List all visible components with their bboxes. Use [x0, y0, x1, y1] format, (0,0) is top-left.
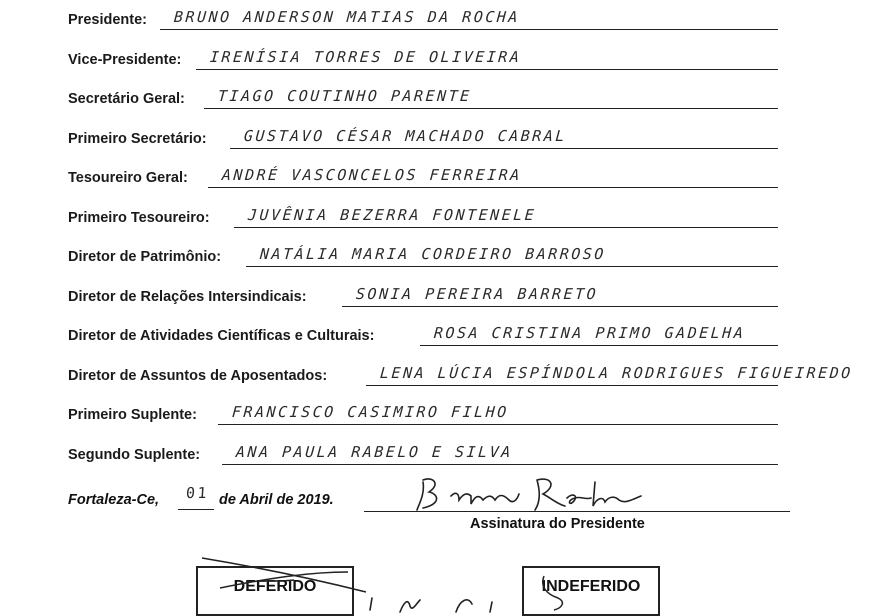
form-row	[0, 277, 870, 311]
field-label: Primeiro Tesoureiro:	[68, 209, 210, 226]
field-line	[342, 306, 778, 307]
field-handwritten-value: NATÁLIA MARIA CORDEIRO BARROSO	[259, 245, 607, 263]
indeferido-mark	[536, 572, 576, 612]
field-line	[246, 266, 778, 267]
president-signature	[405, 470, 645, 510]
field-label: Vice-Presidente:	[68, 51, 182, 68]
field-line	[366, 385, 778, 386]
date-city: Fortaleza-Ce,	[68, 492, 160, 508]
form-row	[0, 395, 870, 429]
partial-signature	[360, 594, 520, 614]
form-row	[0, 158, 870, 192]
field-handwritten-value: BRUNO ANDERSON MATIAS DA ROCHA	[173, 8, 521, 26]
field-line	[196, 69, 778, 70]
field-line	[160, 29, 778, 30]
deferido-label: DEFERIDO	[233, 578, 317, 595]
indeferido-label: INDEFERIDO	[541, 578, 641, 595]
field-label: Primeiro Suplente:	[68, 407, 197, 423]
field-line	[204, 108, 778, 109]
field-line	[420, 345, 778, 346]
form-row	[0, 237, 870, 271]
date-day: 01	[185, 484, 210, 502]
field-handwritten-value: ANDRÉ VASCONCELOS FERREIRA	[221, 166, 523, 184]
form-row	[0, 316, 870, 350]
field-label: Diretor de Patrimônio:	[68, 249, 222, 265]
field-label: Primeiro Secretário:	[68, 130, 207, 147]
field-handwritten-value: IRENÍSIA TORRES DE OLIVEIRA	[209, 47, 522, 66]
field-line	[234, 227, 778, 228]
signature-line	[364, 511, 790, 512]
form-row	[0, 0, 870, 34]
field-handwritten-value: ROSA CRISTINA PRIMO GADELHA	[433, 324, 746, 342]
field-line	[208, 187, 778, 188]
field-handwritten-value: JUVÊNIA BEZERRA FONTENELE	[247, 205, 537, 224]
date-line	[0, 476, 870, 516]
field-label: Tesoureiro Geral:	[68, 170, 188, 186]
field-handwritten-value: FRANCISCO CASIMIRO FILHO	[231, 403, 510, 421]
form-row	[0, 79, 870, 113]
form-row	[0, 40, 870, 74]
field-label: Presidente:	[68, 12, 147, 28]
field-line	[222, 464, 778, 465]
field-label: Segundo Suplente:	[68, 446, 201, 463]
field-handwritten-value: SONIA PEREIRA BARRETO	[355, 284, 599, 303]
date-rest: de Abril de 2019.	[219, 492, 334, 508]
field-handwritten-value: LENA LÚCIA ESPÍNDOLA RODRIGUES FIGUEIREDO	[379, 363, 854, 382]
form-row	[0, 356, 870, 390]
signature-caption: Assinatura do Presidente	[470, 516, 645, 532]
field-label: Diretor de Relações Intersindicais:	[68, 288, 307, 305]
form-row	[0, 435, 870, 469]
form-row	[0, 119, 870, 153]
date-day-line	[178, 509, 214, 510]
field-handwritten-value: GUSTAVO CÉSAR MACHADO CABRAL	[243, 126, 568, 145]
field-label: Secretário Geral:	[68, 91, 185, 107]
field-line	[218, 424, 778, 425]
form-row	[0, 198, 870, 232]
field-handwritten-value: ANA PAULA RABELO E SILVA	[235, 442, 514, 461]
field-label: Diretor de Assuntos de Aposentados:	[68, 367, 328, 384]
field-handwritten-value: TIAGO COUTINHO PARENTE	[217, 87, 473, 105]
field-line	[230, 148, 778, 149]
field-label: Diretor de Atividades Científicas e Culturais:	[68, 328, 375, 344]
